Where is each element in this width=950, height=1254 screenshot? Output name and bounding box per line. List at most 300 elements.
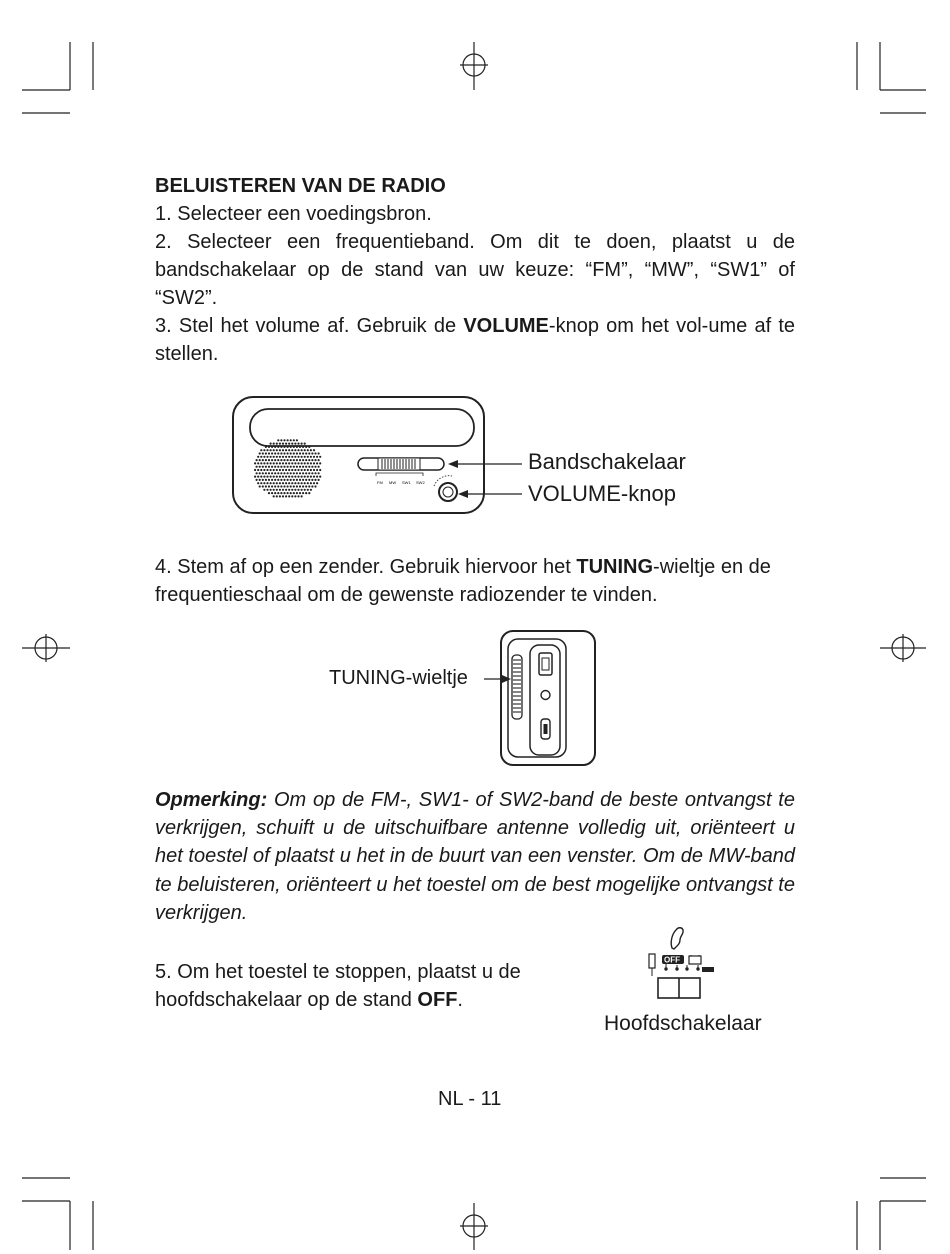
speaker-dot bbox=[283, 452, 285, 454]
speaker-dot bbox=[299, 459, 301, 461]
speaker-dot bbox=[297, 495, 299, 497]
speaker-dot bbox=[314, 452, 316, 454]
speaker-dot bbox=[276, 489, 278, 491]
speaker-dot bbox=[314, 472, 316, 474]
speaker-dot bbox=[271, 459, 273, 461]
speaker-dot bbox=[274, 466, 276, 468]
speaker-dot bbox=[283, 439, 285, 441]
step-4-text-end: -wieltje en de frequentieschaal om de gewenste radiozender te vinden. bbox=[155, 556, 771, 606]
battery-icon bbox=[689, 956, 701, 964]
speaker-dot bbox=[305, 472, 307, 474]
speaker-dot bbox=[301, 495, 303, 497]
speaker-dot bbox=[273, 443, 275, 445]
speaker-dot bbox=[288, 495, 290, 497]
speaker-dot bbox=[287, 485, 289, 487]
speaker-dot bbox=[282, 495, 284, 497]
speaker-dot bbox=[260, 469, 262, 471]
speaker-dot bbox=[294, 456, 296, 458]
speaker-dot bbox=[254, 462, 256, 464]
step-4-bold: TUNING bbox=[576, 556, 654, 578]
speaker-dot bbox=[254, 469, 256, 471]
speaker-dot bbox=[290, 446, 292, 448]
speaker-dot bbox=[279, 462, 281, 464]
speaker-dot bbox=[311, 452, 313, 454]
speaker-dot bbox=[297, 449, 299, 451]
step-1: 1. Selecteer een voedingsbron. bbox=[155, 203, 432, 225]
speaker-dot bbox=[311, 459, 313, 461]
speaker-dot bbox=[263, 449, 265, 451]
speaker-dot bbox=[259, 479, 261, 481]
speaker-dot bbox=[299, 492, 301, 494]
intro-text-block bbox=[155, 172, 795, 368]
speaker-dot bbox=[302, 485, 304, 487]
speaker-dot bbox=[294, 476, 296, 478]
speaker-dot bbox=[302, 446, 304, 448]
speaker-dot bbox=[290, 472, 292, 474]
speaker-dot bbox=[296, 466, 298, 468]
speaker-dot bbox=[273, 469, 275, 471]
speaker-dot bbox=[268, 485, 270, 487]
speaker-dot bbox=[266, 449, 268, 451]
speaker-dot bbox=[276, 482, 278, 484]
speaker-dot bbox=[319, 469, 321, 471]
speaker-dot bbox=[301, 489, 303, 491]
tuning-wheel bbox=[512, 655, 522, 719]
speaker-dot bbox=[257, 462, 259, 464]
speaker-dot bbox=[291, 489, 293, 491]
speaker-dot bbox=[259, 459, 261, 461]
speaker-dot bbox=[282, 476, 284, 478]
radio-side-illustration bbox=[470, 627, 602, 769]
speaker-dot bbox=[277, 472, 279, 474]
speaker-dot bbox=[305, 492, 307, 494]
speaker-dot bbox=[273, 482, 275, 484]
speaker-dot bbox=[290, 466, 292, 468]
speaker-dot bbox=[265, 466, 267, 468]
speaker-dot bbox=[279, 482, 281, 484]
note-paragraph bbox=[155, 786, 795, 927]
speaker-dot bbox=[294, 469, 296, 471]
speaker-dot bbox=[271, 472, 273, 474]
speaker-dot bbox=[318, 479, 320, 481]
speaker-dot bbox=[313, 462, 315, 464]
speaker-dot bbox=[304, 489, 306, 491]
speaker-dot bbox=[283, 459, 285, 461]
speaker-dot bbox=[302, 492, 304, 494]
speaker-dot bbox=[301, 462, 303, 464]
speaker-dot bbox=[280, 479, 282, 481]
speaker-dot bbox=[279, 489, 281, 491]
speaker-dot bbox=[277, 479, 279, 481]
speaker-dot bbox=[287, 479, 289, 481]
step-4 bbox=[155, 553, 795, 609]
speaker-dot bbox=[304, 482, 306, 484]
speaker-dot bbox=[307, 462, 309, 464]
main-switch-illustration bbox=[640, 922, 720, 1002]
speaker-dot bbox=[282, 489, 284, 491]
speaker-dot bbox=[294, 449, 296, 451]
speaker-dot bbox=[263, 476, 265, 478]
speaker-dot bbox=[296, 446, 298, 448]
speaker-dot bbox=[285, 495, 287, 497]
speaker-dot bbox=[305, 466, 307, 468]
speaker-dot bbox=[308, 446, 310, 448]
speaker-dot bbox=[291, 476, 293, 478]
speaker-dot bbox=[270, 482, 272, 484]
label-main-switch: Hoofdschakelaar bbox=[604, 1012, 762, 1035]
speaker-dot bbox=[277, 485, 279, 487]
step-3 bbox=[155, 312, 795, 368]
speaker-dot bbox=[276, 476, 278, 478]
step-4-text: 4. Stem af op een zender. Gebruik hiervoor het bbox=[155, 556, 577, 578]
speaker-dot bbox=[302, 472, 304, 474]
speaker-dot bbox=[302, 466, 304, 468]
speaker-dot bbox=[276, 449, 278, 451]
speaker-dot bbox=[287, 466, 289, 468]
speaker-dot bbox=[274, 479, 276, 481]
speaker-dot bbox=[287, 472, 289, 474]
speaker-dot bbox=[282, 449, 284, 451]
speaker-dot bbox=[262, 452, 264, 454]
speaker-dot bbox=[299, 472, 301, 474]
speaker-dot bbox=[296, 472, 298, 474]
speaker-dot bbox=[307, 449, 309, 451]
speaker-dot bbox=[276, 462, 278, 464]
speaker-dot bbox=[304, 449, 306, 451]
speaker-dot bbox=[262, 479, 264, 481]
speaker-dot bbox=[271, 485, 273, 487]
speaker-dot bbox=[266, 489, 268, 491]
dc-plug-icon bbox=[649, 954, 655, 968]
speaker-dot bbox=[307, 456, 309, 458]
speaker-dot bbox=[293, 485, 295, 487]
speaker-dot bbox=[316, 456, 318, 458]
speaker-dot bbox=[265, 472, 267, 474]
speaker-dot bbox=[310, 462, 312, 464]
speaker-dot bbox=[318, 466, 320, 468]
speaker-dot bbox=[294, 495, 296, 497]
speaker-dot bbox=[299, 446, 301, 448]
speaker-dot bbox=[304, 476, 306, 478]
speaker-dot bbox=[283, 446, 285, 448]
label-tuning-wheel: TUNING-wieltje bbox=[329, 667, 468, 689]
speaker-dot bbox=[314, 479, 316, 481]
speaker-dot bbox=[287, 446, 289, 448]
hand-pointer-icon bbox=[671, 928, 683, 949]
speaker-dot bbox=[287, 492, 289, 494]
speaker-dot bbox=[290, 452, 292, 454]
speaker-dot bbox=[287, 452, 289, 454]
speaker-dot bbox=[271, 446, 273, 448]
note-label: Opmerking: bbox=[155, 789, 268, 811]
speaker-dot bbox=[302, 459, 304, 461]
speaker-dot bbox=[288, 449, 290, 451]
speaker-dot bbox=[288, 482, 290, 484]
speaker-dot bbox=[314, 466, 316, 468]
speaker-dot bbox=[262, 459, 264, 461]
speaker-dot bbox=[277, 492, 279, 494]
label-volume-knob: VOLUME-knop bbox=[528, 481, 676, 506]
speaker-dot bbox=[301, 443, 303, 445]
speaker-dot bbox=[265, 452, 267, 454]
step-3-text-end: -knop om het vol-ume af te stellen. bbox=[155, 315, 796, 365]
switch-off-text: OFF bbox=[664, 955, 680, 965]
speaker-dot bbox=[271, 466, 273, 468]
speaker-dot bbox=[274, 492, 276, 494]
speaker-dot bbox=[265, 459, 267, 461]
speaker-dot bbox=[307, 476, 309, 478]
speaker-dot bbox=[305, 452, 307, 454]
speaker-dot bbox=[285, 476, 287, 478]
speaker-dot bbox=[268, 492, 270, 494]
speaker-dot bbox=[314, 485, 316, 487]
speaker-dot bbox=[316, 482, 318, 484]
speaker-dot bbox=[288, 489, 290, 491]
speaker-dot bbox=[308, 485, 310, 487]
speaker-dot bbox=[291, 495, 293, 497]
speaker-dot bbox=[285, 469, 287, 471]
speaker-dot bbox=[282, 462, 284, 464]
speaker-dot bbox=[260, 462, 262, 464]
speaker-dot bbox=[305, 459, 307, 461]
speaker-dot bbox=[256, 472, 258, 474]
step-5-text-end: . bbox=[457, 989, 463, 1011]
speaker-dot bbox=[262, 472, 264, 474]
speaker-dot bbox=[293, 459, 295, 461]
speaker-dot bbox=[280, 452, 282, 454]
speaker-dot bbox=[283, 479, 285, 481]
band-mark-sw2: SW2 bbox=[416, 480, 425, 485]
speaker-dot bbox=[319, 462, 321, 464]
speaker-dot bbox=[304, 443, 306, 445]
speaker-dot bbox=[287, 459, 289, 461]
speaker-dot bbox=[280, 446, 282, 448]
speaker-dot bbox=[310, 469, 312, 471]
band-mark-sw1: SW1 bbox=[402, 480, 411, 485]
speaker-dot bbox=[285, 462, 287, 464]
speaker-dot bbox=[302, 452, 304, 454]
band-switch-knob bbox=[378, 458, 420, 470]
speaker-dot bbox=[268, 472, 270, 474]
speaker-dot bbox=[280, 459, 282, 461]
speaker-dot bbox=[319, 456, 321, 458]
speaker-dot bbox=[285, 443, 287, 445]
step-3-text: 3. Stel het volume af. Gebruik de bbox=[155, 315, 464, 337]
speaker-dot bbox=[297, 462, 299, 464]
speaker-dot bbox=[319, 476, 321, 478]
speaker-dot bbox=[282, 482, 284, 484]
speaker-dot bbox=[276, 456, 278, 458]
speaker-dot bbox=[293, 472, 295, 474]
speaker-dot bbox=[316, 462, 318, 464]
speaker-dot bbox=[277, 452, 279, 454]
speaker-dot bbox=[257, 476, 259, 478]
speaker-dot bbox=[263, 482, 265, 484]
speaker-dot bbox=[285, 449, 287, 451]
speaker-dot bbox=[311, 472, 313, 474]
speaker-dot bbox=[256, 466, 258, 468]
speaker-dot bbox=[296, 439, 298, 441]
speaker-dot bbox=[291, 443, 293, 445]
speaker-dot bbox=[276, 495, 278, 497]
speaker-dot bbox=[276, 469, 278, 471]
speaker-dot bbox=[268, 446, 270, 448]
speaker-dot bbox=[280, 492, 282, 494]
speaker-dot bbox=[282, 469, 284, 471]
speaker-dot bbox=[262, 466, 264, 468]
speaker-dot bbox=[314, 459, 316, 461]
speaker-dot bbox=[260, 456, 262, 458]
speaker-dot bbox=[279, 443, 281, 445]
band-mark-mw: MW bbox=[389, 480, 397, 485]
speaker-dot bbox=[277, 459, 279, 461]
speaker-dot bbox=[282, 456, 284, 458]
speaker-dot bbox=[279, 476, 281, 478]
speaker-dot bbox=[273, 495, 275, 497]
speaker-dot bbox=[270, 456, 272, 458]
speaker-dot bbox=[273, 456, 275, 458]
speaker-dot bbox=[274, 452, 276, 454]
speaker-dot bbox=[287, 439, 289, 441]
speaker-dot bbox=[274, 485, 276, 487]
speaker-dot bbox=[259, 452, 261, 454]
speaker-dot bbox=[305, 479, 307, 481]
speaker-dot bbox=[294, 482, 296, 484]
speaker-dot bbox=[297, 476, 299, 478]
speaker-dot bbox=[271, 452, 273, 454]
speaker-dot bbox=[265, 485, 267, 487]
speaker-dot bbox=[299, 485, 301, 487]
step-5 bbox=[155, 958, 575, 1014]
speaker-dot bbox=[290, 485, 292, 487]
speaker-dot bbox=[310, 489, 312, 491]
speaker-dot bbox=[294, 443, 296, 445]
speaker-dot bbox=[268, 452, 270, 454]
speaker-dot bbox=[308, 466, 310, 468]
speaker-dot bbox=[307, 489, 309, 491]
speaker-dot bbox=[301, 469, 303, 471]
speaker-dot bbox=[266, 462, 268, 464]
speaker-dot bbox=[268, 479, 270, 481]
speaker-dot bbox=[260, 449, 262, 451]
speaker-dot bbox=[279, 449, 281, 451]
speaker-dot bbox=[310, 456, 312, 458]
speaker-dot bbox=[313, 469, 315, 471]
speaker-dot bbox=[283, 492, 285, 494]
speaker-dot bbox=[304, 456, 306, 458]
speaker-dot bbox=[265, 446, 267, 448]
speaker-dot bbox=[316, 469, 318, 471]
speaker-dot bbox=[308, 472, 310, 474]
speaker-dot bbox=[304, 469, 306, 471]
speaker-dot bbox=[296, 492, 298, 494]
speaker-dot bbox=[274, 472, 276, 474]
speaker-dot bbox=[259, 472, 261, 474]
speaker-dot bbox=[290, 439, 292, 441]
speaker-dot bbox=[291, 482, 293, 484]
speaker-dot bbox=[259, 485, 261, 487]
speaker-dot bbox=[296, 459, 298, 461]
speaker-dot bbox=[310, 482, 312, 484]
speaker-dot bbox=[313, 449, 315, 451]
speaker-dot bbox=[308, 479, 310, 481]
speaker-dot bbox=[263, 462, 265, 464]
speaker-dot bbox=[291, 462, 293, 464]
speaker-dot bbox=[297, 489, 299, 491]
speaker-dot bbox=[273, 489, 275, 491]
speaker-dot bbox=[302, 479, 304, 481]
speaker-dot bbox=[265, 479, 267, 481]
speaker-dot bbox=[299, 466, 301, 468]
speaker-dot bbox=[277, 466, 279, 468]
speaker-dot bbox=[266, 476, 268, 478]
speaker-dot bbox=[299, 452, 301, 454]
speaker-dot bbox=[308, 492, 310, 494]
speaker-dot bbox=[254, 476, 256, 478]
speaker-dot bbox=[313, 456, 315, 458]
speaker-dot bbox=[305, 446, 307, 448]
speaker-dot bbox=[313, 476, 315, 478]
speaker-dot bbox=[280, 466, 282, 468]
step-5-bold: OFF bbox=[417, 989, 458, 1011]
speaker-dot bbox=[271, 492, 273, 494]
speaker-dot bbox=[316, 476, 318, 478]
speaker-dot bbox=[311, 479, 313, 481]
label-band-switch: Bandschakelaar bbox=[528, 449, 686, 474]
speaker-dot bbox=[297, 443, 299, 445]
speaker-dot bbox=[307, 469, 309, 471]
speaker-dot bbox=[279, 495, 281, 497]
speaker-dot bbox=[297, 456, 299, 458]
speaker-dot bbox=[283, 472, 285, 474]
speaker-dot bbox=[288, 462, 290, 464]
speaker-dot bbox=[262, 485, 264, 487]
speaker-dot bbox=[257, 469, 259, 471]
mains-icon bbox=[702, 967, 714, 972]
speaker-dot bbox=[311, 485, 313, 487]
speaker-dot bbox=[313, 482, 315, 484]
speaker-dot bbox=[293, 439, 295, 441]
speaker-dot bbox=[270, 449, 272, 451]
speaker-dot bbox=[263, 489, 265, 491]
speaker-dot bbox=[283, 485, 285, 487]
speaker-dot bbox=[256, 479, 258, 481]
speaker-dot bbox=[263, 456, 265, 458]
speaker-dot bbox=[260, 476, 262, 478]
speaker-dot bbox=[301, 449, 303, 451]
speaker-dot bbox=[318, 452, 320, 454]
speaker-dot bbox=[290, 492, 292, 494]
step-2: 2. Selecteer een frequentieband. Om dit te doen, plaatst u de bandschakelaar op de stand van uw keuze: “FM”, “MW”, “SW1” of “SW2”. bbox=[155, 231, 795, 309]
speaker-dot bbox=[273, 449, 275, 451]
step-4-block bbox=[155, 553, 795, 609]
speaker-dot bbox=[301, 482, 303, 484]
speaker-dot bbox=[285, 456, 287, 458]
speaker-dot bbox=[296, 479, 298, 481]
speaker-dot bbox=[304, 462, 306, 464]
speaker-dot bbox=[283, 466, 285, 468]
speaker-dot bbox=[294, 489, 296, 491]
note-text: Om op de FM-, SW1- of SW2-band de beste ontvangst te verkrijgen, schuift u de uitschuifbare antenne volledig uit, oriënteert u het toestel of plaatst u het in de buurt van een venster. Om de MW-band te beluisteren, oriënteert u het toestel om de best mogelijke ontvangst te verkrijgen. bbox=[155, 789, 795, 924]
speaker-dot bbox=[291, 469, 293, 471]
speaker-dot bbox=[266, 469, 268, 471]
speaker-dot bbox=[270, 443, 272, 445]
speaker-dot bbox=[270, 489, 272, 491]
speaker-dot bbox=[296, 452, 298, 454]
speaker-dot bbox=[273, 462, 275, 464]
speaker-dot bbox=[270, 469, 272, 471]
speaker-dot bbox=[280, 472, 282, 474]
